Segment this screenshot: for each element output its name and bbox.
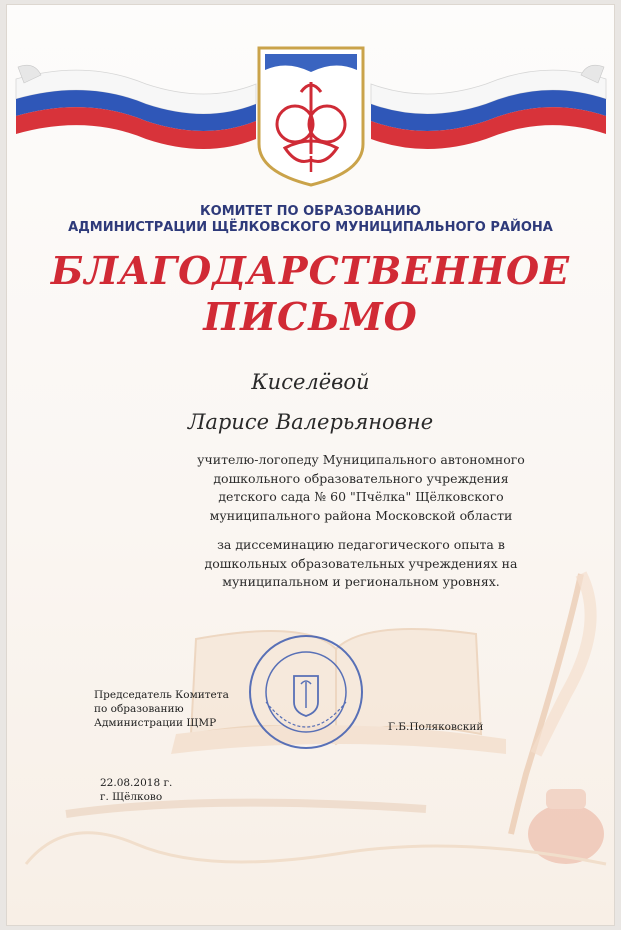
recipient-given-names: Ларисе Валерьяновне	[187, 410, 434, 434]
committee-name-line2: АДМИНИСТРАЦИИ ЩЁЛКОВСКОГО МУНИЦИПАЛЬНОГО РАЙОНА	[68, 220, 553, 235]
recipient-position	[126, 451, 596, 525]
issue-date: 22.08.2018 г.	[100, 777, 173, 789]
award-reason	[126, 536, 596, 592]
coat-of-arms-icon	[255, 44, 367, 189]
reason-line: за диссеминацию педагогического опыта в	[217, 537, 505, 552]
signatory-title-line: Председатель Комитета	[94, 689, 229, 701]
issue-place: г. Щёлково	[100, 791, 163, 803]
position-line: дошкольного образовательного учреждения	[213, 470, 509, 486]
recipient-surname: Киселёвой	[251, 370, 370, 394]
position-line: учителю-логопеду Муниципального автономного	[197, 452, 525, 467]
document-title-line2: ПИСЬМО	[203, 294, 418, 339]
certificate-page	[6, 4, 615, 926]
signatory-title-line: по образованию	[94, 703, 184, 715]
document-title-line1: БЛАГОДАРСТВЕННОЕ	[50, 248, 571, 293]
signatory-title-line: Администрации ЩМР	[94, 717, 217, 729]
official-seal-icon	[246, 632, 366, 752]
inkwell-icon	[528, 804, 604, 864]
reason-line: муниципальном и региональном уровнях.	[222, 574, 500, 589]
position-line: муниципального района Московской области	[209, 507, 513, 523]
committee-name-line1: КОМИТЕТ ПО ОБРАЗОВАНИЮ	[200, 204, 421, 219]
issue-date-place	[100, 776, 172, 804]
signatory-name: Г.Б.Поляковский	[388, 721, 484, 733]
reason-line: дошкольных образовательных учреждениях на	[204, 555, 518, 571]
position-line: детского сада № 60 "Пчёлка" Щёлковского	[218, 489, 504, 504]
